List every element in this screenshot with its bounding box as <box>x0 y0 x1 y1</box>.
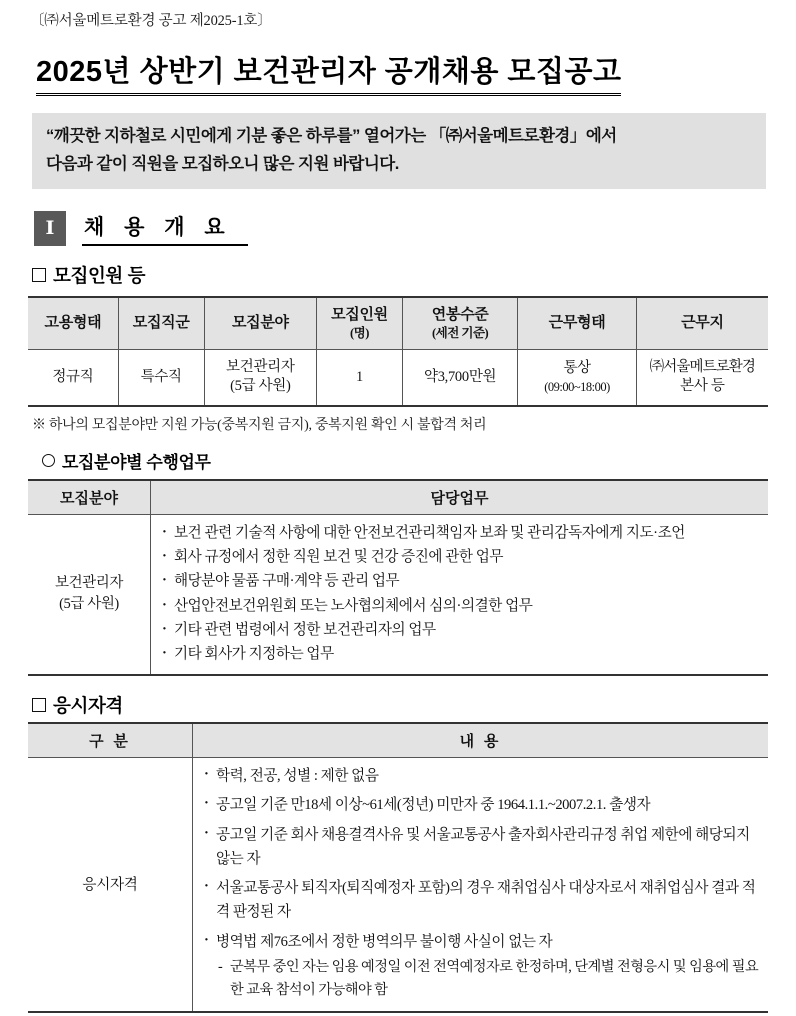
cell-work-type-line1: 통상 <box>563 360 591 377</box>
list-item: · 산업안전보건위원회 또는 노사협의체에서 심의·의결한 업무 <box>161 594 764 618</box>
duties-table <box>28 479 768 676</box>
page-title: 2025년 상반기 보건관리자 공개채용 모집공고 <box>36 49 621 96</box>
table-header-row <box>28 723 768 758</box>
th-job-group <box>118 297 204 350</box>
list-item: · 공고일 기준 회사 채용결격사유 및 서울교통공사 출자회사관리규정 취업 제한에 해당되지 않는 자 <box>203 824 764 871</box>
cell-field-line1: 보건관리자 <box>226 358 295 375</box>
list-item: · 공고일 기준 만18세 이상~61세(정년) 미만자 중 1964.1.1.~2007.2.1. 출생자 <box>203 794 764 818</box>
table-header-row <box>28 297 768 350</box>
th-duty-field: 모집분야 <box>28 480 151 515</box>
th-duty-content: 담당업무 <box>151 480 769 515</box>
th-label: 모집직군 <box>132 315 190 332</box>
subheading-label: 모집분야별 수행업무 <box>62 452 211 472</box>
subheading-label: 응시자격 <box>53 694 123 716</box>
th-label: 근무형태 <box>548 315 606 332</box>
circle-bullet-icon <box>42 454 55 467</box>
cell-location-line2: 본사 등 <box>680 378 725 395</box>
th-salary <box>402 297 517 350</box>
qualification-list <box>197 765 764 1002</box>
th-field <box>204 297 316 350</box>
list-item: · 기타 관련 법령에서 정한 보건관리자의 업무 <box>161 618 764 642</box>
section-title: 채 용 개 요 <box>82 211 248 246</box>
table-row <box>28 757 768 1011</box>
th-qual-division: 구 분 <box>28 723 193 758</box>
table-row <box>28 350 768 406</box>
intro-box <box>32 113 766 189</box>
cell-field <box>204 350 316 406</box>
title-container <box>28 49 768 96</box>
duty-list <box>155 521 764 667</box>
cell-headcount: 1 <box>317 350 403 406</box>
subheading-duties <box>28 448 768 473</box>
th-qual-content: 내 용 <box>193 723 769 758</box>
list-item: · 기타 회사가 지정하는 업무 <box>161 642 764 666</box>
cell-field-line2: (5급 사원) <box>230 378 291 395</box>
cell-duty-field-line1: 보건관리자 <box>54 574 124 591</box>
th-label: 고용형태 <box>44 315 102 332</box>
list-item: · 서울교통공사 퇴직자(퇴직예정자 포함)의 경우 재취업심사 대상자로서 재취업심사 결과 적격 판정된 자 <box>203 877 764 924</box>
qualification-sublist <box>216 956 764 1001</box>
square-bullet-icon <box>32 268 46 282</box>
th-sublabel: (명) <box>350 326 369 341</box>
list-item: · 보건 관련 기술적 사항에 대한 안전보건관리책임자 보좌 및 관리감독자에게 지도·조언 <box>161 521 764 545</box>
cell-salary: 약3,700만원 <box>402 350 517 406</box>
cell-job-group: 특수직 <box>118 350 204 406</box>
cell-qual-division: 응시자격 <box>28 757 193 1011</box>
square-bullet-icon <box>32 698 46 712</box>
table-header-row <box>28 480 768 515</box>
th-headcount <box>317 297 403 350</box>
subheading-label: 모집인원 등 <box>53 264 146 286</box>
list-item: · 학력, 전공, 성별 : 제한 없음 <box>203 765 764 789</box>
th-label: 모집인원 <box>331 306 388 323</box>
recruit-count-note: ※ 하나의 모집분야만 지원 가능(중복지원 금지), 중복지원 확인 시 불합격 처리 <box>32 417 487 433</box>
intro-line-2: 다음과 같이 직원을 모집하오니 많은 지원 바랍니다. <box>46 155 399 174</box>
recruit-count-table <box>28 296 768 407</box>
cell-qual-content <box>193 757 769 1011</box>
cell-duty-content <box>151 514 769 675</box>
cell-location-line1: ㈜서울메트로환경 <box>649 358 756 375</box>
cell-duty-field-line2: (5급 사원) <box>59 595 119 612</box>
sub-list-item: - 군복무 중인 자는 임용 예정일 이전 전역예정자로 한정하며, 단계별 전형응시 및 임용에 필요한 교육 참석이 가능해야 함 <box>216 956 764 1001</box>
th-label: 모집분야 <box>231 315 289 332</box>
section-heading <box>28 211 768 246</box>
th-employment-type <box>28 297 118 350</box>
list-item: · 회사 규정에서 정한 직원 보건 및 건강 증진에 관한 업무 <box>161 545 764 569</box>
list-item: · 해당분야 물품 구매·계약 등 관리 업무 <box>161 569 764 593</box>
cell-duty-field <box>28 514 151 675</box>
cell-work-type-line2: (09:00~18:00) <box>544 379 610 394</box>
list-item-text: 병역법 제76조에서 정한 병역의무 불이행 사실이 없는 자 <box>216 933 553 950</box>
section-number-chip: Ⅰ <box>34 211 66 246</box>
subheading-recruit-count <box>28 262 768 288</box>
qualification-table <box>28 722 768 1013</box>
cell-employment-type: 정규직 <box>28 350 118 406</box>
th-work-type <box>518 297 636 350</box>
th-label: 연봉수준 <box>431 306 489 323</box>
cell-work-type <box>518 350 636 406</box>
subheading-qualification <box>28 692 768 718</box>
table-row <box>28 514 768 675</box>
th-location <box>636 297 768 350</box>
document-number: 〔㈜서울메트로환경 공고 제2025-1호〕 <box>30 13 272 29</box>
th-label: 근무지 <box>681 315 724 332</box>
th-sublabel: (세전 기준) <box>431 326 489 341</box>
list-item <box>203 931 764 1002</box>
intro-line-1: “깨끗한 지하철로 시민에게 기분 좋은 하루를” 열어가는 「㈜서울메트로환경」에서 <box>46 127 617 145</box>
cell-location <box>636 350 768 406</box>
